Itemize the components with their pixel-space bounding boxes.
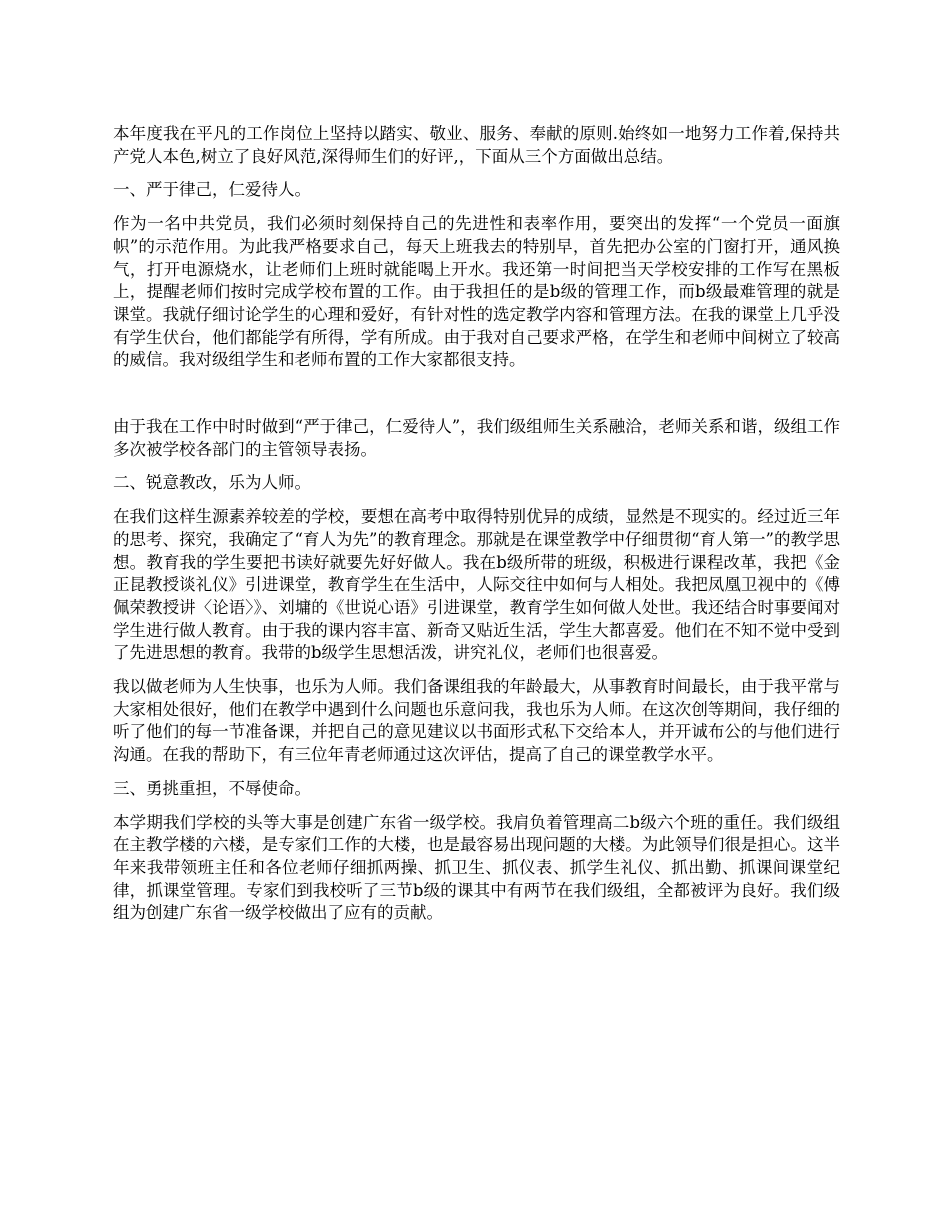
intro-paragraph: 本年度我在平凡的工作岗位上坚持以踏实、敬业、服务、奉献的原则.始终如一地努力工作着,保持共产党人本色,树立了良好风范,深得师生们的好评,，下面从三个方面做出总结。 [113,124,840,166]
section-3-paragraph: 本学期我们学校的头等大事是创建广东省一级学校。我肩负着管理高二b级六个班的重任。我们级组在主教学楼的六楼，是专家们工作的大楼，也是最容易出现问题的大楼。为此领导们很是担心。这半年来我带领班主任和各位老师仔细抓两操、抓卫生、抓仪表、抓学生礼仪、抓出勤、抓课间课堂纪律，抓课堂管理。专家们到我校听了三节b级的课其中有两节在我们级组，全都被评为良好。我们级组为创建广东省一级学校做出了应有的贡献。 [113,812,840,923]
section-1-summary-paragraph: 由于我在工作中时时做到“严于律己，仁爱待人”，我们级组师生关系融洽，老师关系和谐，级组工作多次被学校各部门的主管领导表扬。 [113,417,840,459]
section-heading-3: 三、勇挑重担，不辱使命。 [113,778,311,798]
section-1-paragraph: 作为一名中共党员，我们必须时刻保持自己的先进性和表率作用，要突出的发挥“一个党员一面旗帜”的示范作用。为此我严格要求自己，每天上班我去的特别早，首先把办公室的门窗打开，通风换气，打开电源烧水，让老师们上班时就能喝上开水。我还第一时间把当天学校安排的工作写在黑板上，提醒老师们按时完成学校布置的工作。由于我担任的是b级的管理工作，而b级最难管理的就是课堂。我就仔细讨论学生的心理和爱好，有针对性的选定教学内容和管理方法。在我的课堂上几乎没有学生伏台，他们都能学有所得，学有所成。由于我对自己要求严格，在学生和老师中间树立了较高的威信。我对级组学生和老师布置的工作大家都很支持。 [113,214,840,370]
section-heading-2: 二、锐意教改，乐为人师。 [113,473,311,493]
document-body [113,123,840,936]
section-2-paragraph-1: 在我们这样生源素养较差的学校，要想在高考中取得特别优异的成绩，显然是不现实的。经过近三年的思考、探究，我确定了“育人为先”的教育理念。那就是在课堂教学中仔细贯彻“育人第一”的教学思想。教育我的学生要把书读好就要先好好做人。我在b级所带的班级，积极进行课程改革，我把《金正昆教授谈礼仪》引进课堂，教育学生在生活中，人际交往中如何与人相处。我把凤凰卫视中的《傅佩荣教授讲〈论语〉》、刘墉的《世说心语》引进课堂，教育学生如何做人处世。我还结合时事要闻对学生进行做人教育。由于我的课内容丰富、新奇又贴近生活，学生大都喜爱。他们在不知不觉中受到了先进思想的教育。我带的b级学生思想活泼，讲究礼仪，老师们也很喜爱。 [113,507,840,663]
section-2-paragraph-2: 我以做老师为人生快事，也乐为人师。我们备课组我的年龄最大，从事教育时间最长，由于我平常与大家相处很好，他们在教学中遇到什么问题也乐意问我，我也乐为人师。在这次创等期间，我仔细的听了他们的每一节准备课，并把自己的意见建议以书面形式私下交给本人，并开诚布公的与他们进行沟通。在我的帮助下，有三位年青老师通过这次评估，提高了自己的课堂教学水平。 [113,677,840,765]
blank-gap [113,383,840,416]
section-heading-1: 一、严于律己，仁爱待人。 [113,180,311,200]
